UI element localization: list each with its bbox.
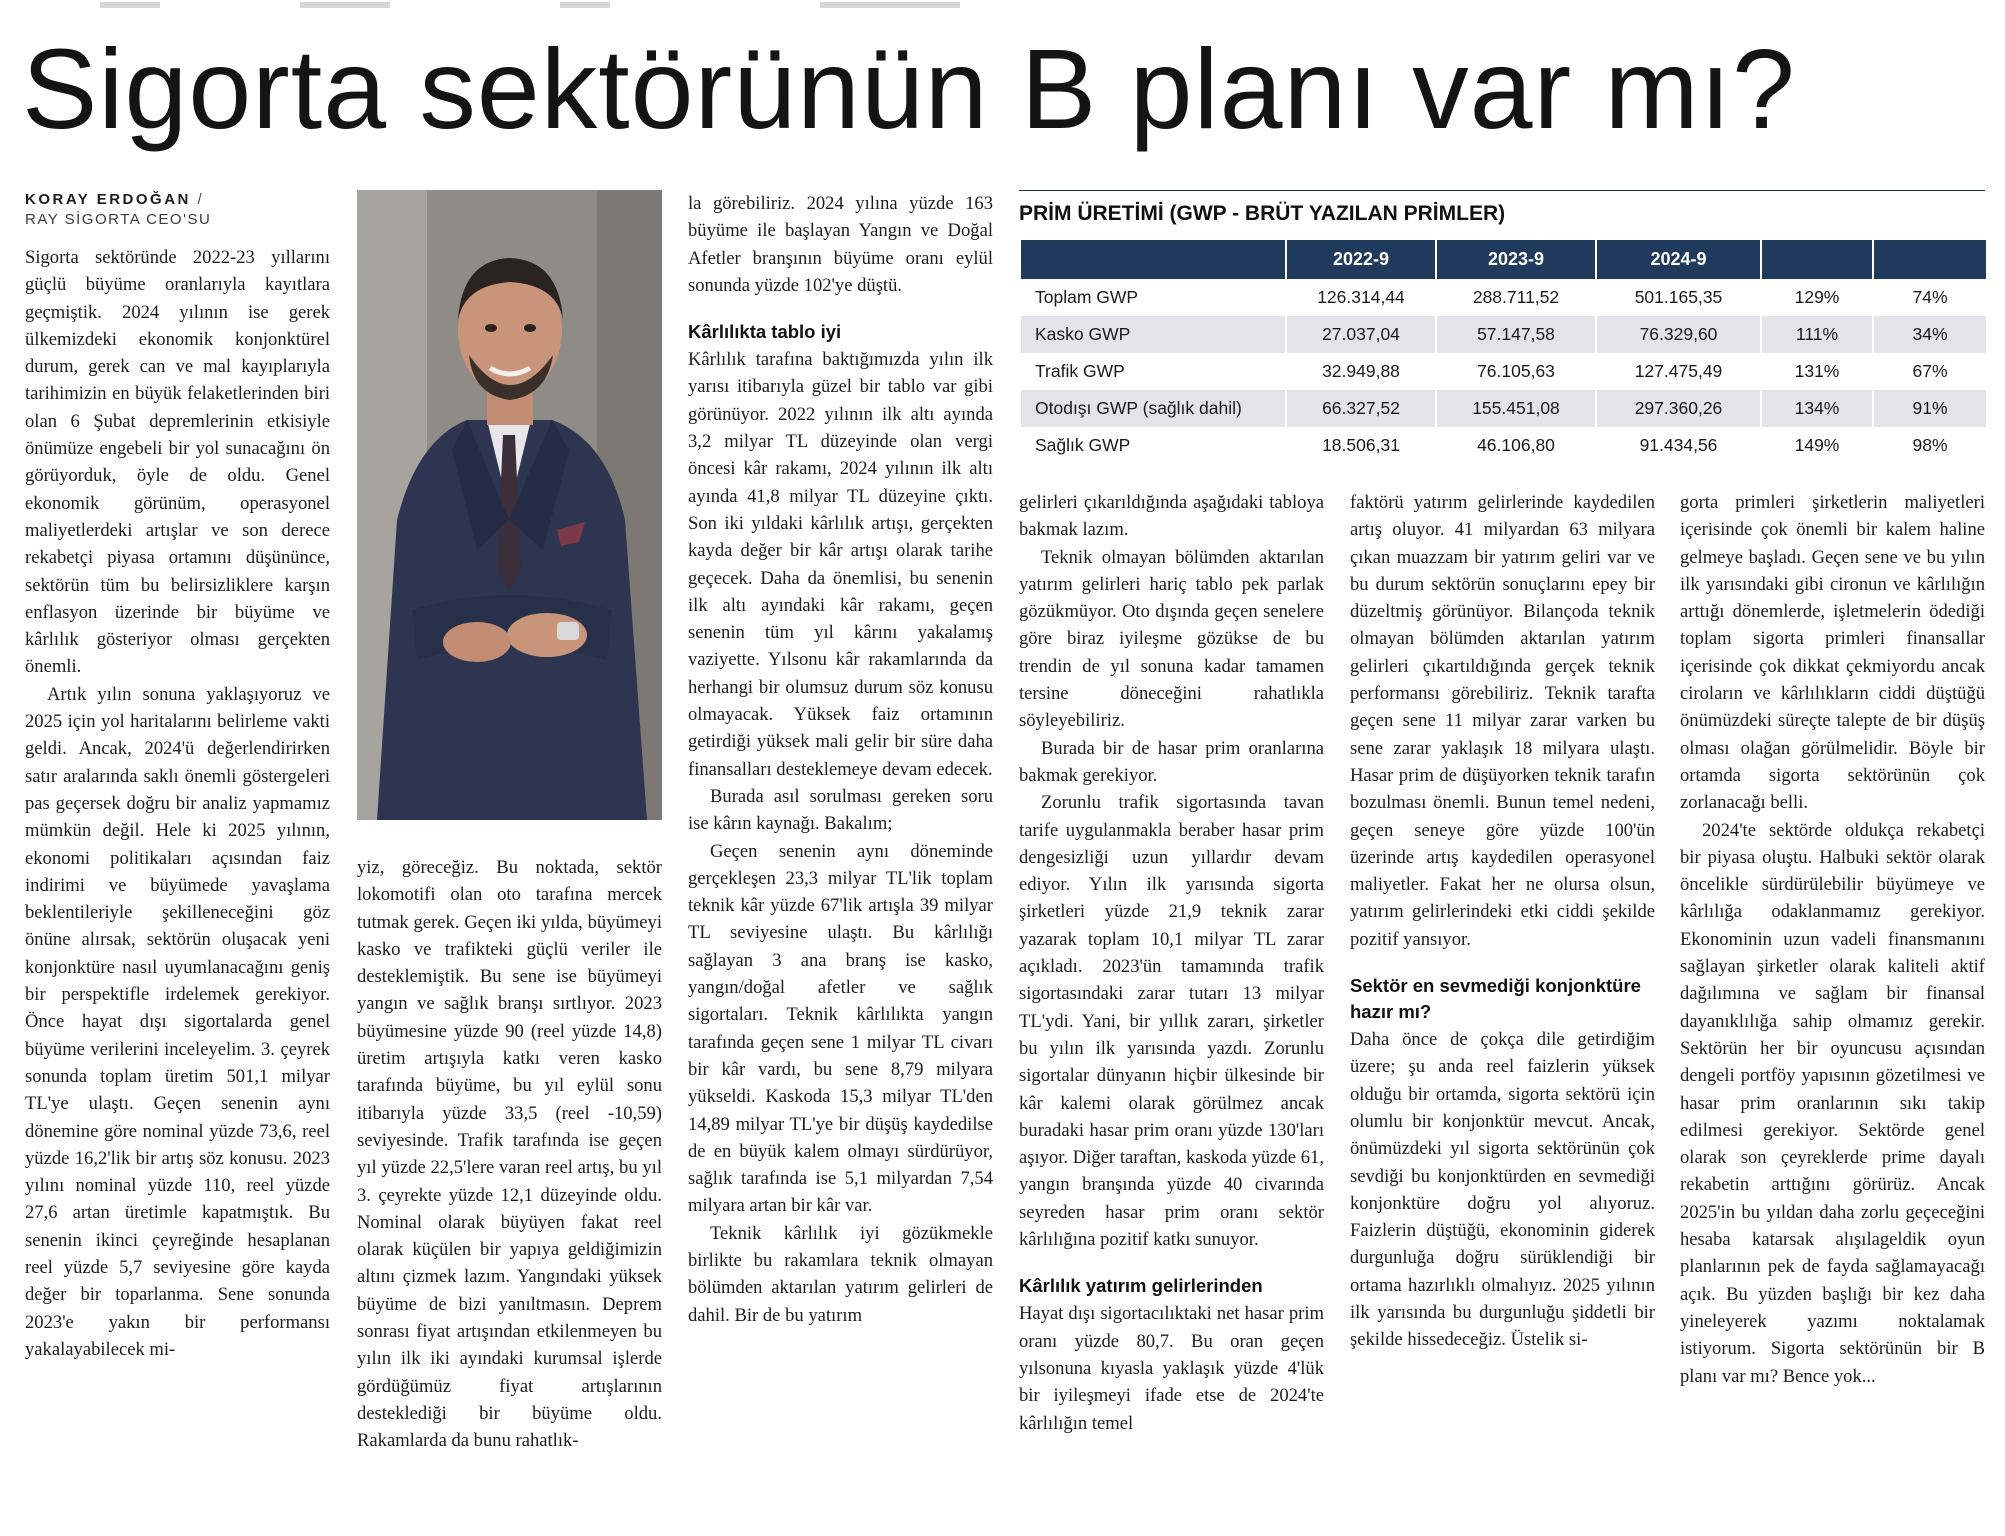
table-cell: Trafik GWP	[1020, 353, 1286, 390]
table-row	[1020, 427, 1986, 464]
table-cell: 501.165,35	[1596, 279, 1761, 316]
table-cell: 67%	[1873, 353, 1986, 390]
paragraph: Burada asıl sorulması gereken soru ise kârın kaynağı. Bakalım;	[688, 785, 993, 835]
table-header	[1873, 240, 1986, 279]
paragraph: gorta primleri şirketlerin maliyetleri içerisinde çok önemli bir kalem haline gelmeye başladı. Geçen sene ve bu yılın ilk yarısındaki gibi cironun ve kârlılığın arttığı dönemlerde, işletmelerin ödediği toplam sigorta primleri finansallar içerisinde çok dikkat çekmiyordu ancak ciroların ve kârlılıkların ciddi düştüğü önümüzdeki süreçte talepte de bir düşüş olması olağan görülmelidir. Böyle bir ortamda sigorta sektörünün çok zorlanacağı belli.	[1680, 492, 1985, 814]
table-cell: 297.360,26	[1596, 390, 1761, 427]
table-cell: Kasko GWP	[1020, 316, 1286, 353]
paragraph: Teknik olmayan bölümden aktarılan yatırım gelirleri hariç tablo pek parlak gözükmüyor. Oto dışında geçen senelere göre biraz iyileşme gözükse de bu trendin de yıl sonuna kadar tamamen tersine döneceğini rahatlıkla söyleyebiliriz.	[1019, 546, 1324, 732]
table-header-row	[1020, 240, 1986, 279]
paragraph: gelirleri çıkarıldığında aşağıdaki tabloya bakmak lazım.	[1019, 492, 1324, 541]
table-cell: 131%	[1761, 353, 1873, 390]
table-cell: 134%	[1761, 390, 1873, 427]
table-row	[1020, 353, 1986, 390]
paragraph: yiz, göreceğiz. Bu noktada, sektör lokomotifi olan oto tarafına mercek tutmak gerek. Geçen iki yılda, büyümeyi kasko ve trafikteki güçlü veriler ile desteklemiştik. Bu sene ise büyümeyi yangın ve sağlık branşı sırtlıyor. 2023 büyümesine yüzde 90 (reel yüzde 14,8) üretim artışıyla katkı veren kasko tarafında büyüme, bu yıl eylül sonu itibarıyla yüzde 33,5 (reel -10,59) seviyesinde. Trafik tarafında ise geçen yıl yüzde 22,5'lere varan reel artış, bu yıl 3. çeyrekte yüzde 12,1 düzeyinde oldu. Nominal olarak büyüyen fakat reel olarak küçülen bir yapıya geldiğimizin altını çizmek lazım. Yangındaki yüksek büyüme de bizi yanıltmasın. Deprem sonrası fiyat artışından etkilenmeyen bu yılın ilk iki ayındaki kurumsal işlerde gördüğümüz fiyat artışlarının desteklediği bir büyüme oldu. Rakamlarda da bunu rahatlık-	[357, 857, 662, 1452]
top-strip	[0, 0, 2005, 12]
paragraph: Daha önce de çokça dile getirdiğim üzere; şu anda reel faizlerin yüksek olduğu bir ortamda, sigorta sektörü için olumlu bir konjonktür mevcut. Ancak, önümüzdeki yıl sigorta sektörünün çok sevdiği bu konjonktürden en sevmediği konjonktüre doğru yol alıyoruz. Faizlerin düştüğü, ekonominin giderek durgunluğa doğru sürüklendiği bir ortama hazırlıklı olmalıyız. 2025 yılının ilk yarısında bu durgunluğu şiddetli bir şekilde hissedeceğiz. Üstelik si-	[1350, 1029, 1655, 1351]
paragraph: Geçen senenin aynı döneminde gerçekleşen 23,3 milyar TL'lik toplam teknik kâr yüzde 67'lik artışla 39 milyar TL seviyesine ulaştı. Bu kârlılığı sağlayan 3 ana branş ise kasko, yangın/doğal afetler ve sağlık sigortaları. Teknik kârlılıkta yangın tarafında geçen sene 1 milyar TL civarı bir kâr vardı, bu sene 8,79 milyara yükseldi. Kaskoda 15,3 milyar TL'den 14,89 milyar TL'ye bir düşüş kaydedilse de en büyük kalem olmayı sürdürüyor, sağlık tarafında ise 5,1 milyardan 7,54 milyara artan bir kâr var.	[688, 840, 993, 1217]
headline: Sigorta sektörünün B planı var mı?	[22, 26, 1796, 152]
table-row	[1020, 279, 1986, 316]
paragraph: 2024'te sektörde oldukça rekabetçi bir piyasa oluştu. Halbuki sektör olarak öncelikle sürdürülebilir büyümeye ve kârlılığa odaklanmamız gerekiyor. Ekonominin uzun vadeli finansmanını sağlayan şirketler olarak kaliteli aktif dağılımına ve sağlam bir finansal dayanıklılığa sahip olmamız gerekir. Sektörün her bir oyuncusu açısından dengeli portföy yapısının gözetilmesi ve hasar prim oranlarının sıkı takip edilmesi gerekiyor. Sektörde genel olarak son çeyreklerde prime dayalı rekabetin arttığını görürüz. Ancak 2025'in bu yıldan daha zorlu geçeceğini hesaba katarsak alışılageldik oyun planlarının pek de fayda sağlamayacağı açık. Bu yüzden başlığı bir kez daha yineleyerek yazımı noktalamak istiyorum. Sigorta sektörünün bir B planı var mı? Bence yok...	[1680, 819, 1985, 1387]
paragraph: Burada bir de hasar prim oranlarına bakmak gerekiyor.	[1019, 737, 1324, 786]
table-header: 2024-9	[1596, 240, 1761, 279]
paragraph: faktörü yatırım gelirlerinde kaydedilen artış oluyor. 41 milyardan 63 milyara çıkan muazzam bir yatırım geliri var ve bu durum sektörün sonuçlarını epey bir düzeltmiş görünüyor. Bilançoda teknik olmayan bölümden aktarılan yatırım gelirleri çıkartıldığında gerçek teknik performansı görebiliriz. Teknik tarafta geçen sene 11 milyar zarar varken bu sene zarar yaklaşık 18 milyara ulaştı. Hasar prim de düşüyorken teknik tarafın bozulması önemli. Bunun temel nedeni, geçen seneye göre yüzde 100'ün üzerinde artış kaydedilen operasyonel maliyetler. Fakat her ne olursa olsun, yatırım gelirlerindeki etki ciddi şekilde pozitif yansıyor.	[1350, 492, 1655, 950]
table-cell: Sağlık GWP	[1020, 427, 1286, 464]
table-cell: Toplam GWP	[1020, 279, 1286, 316]
table-cell: 34%	[1873, 316, 1986, 353]
column-5	[1350, 489, 1655, 1354]
table-cell: 127.475,49	[1596, 353, 1761, 390]
paragraph: Artık yılın sonuna yaklaşıyoruz ve 2025 için yol haritalarını belirleme vakti geldi. Ancak, 2024'ü değerlendirirken satır aralarında saklı önemli göstergeleri pas geçersek doğru bir analiz yapmamız mümkün değil. Hele ki 2025 yılının, ekonomi politikaları açısından faiz indirimi ve büyümede yavaşlama beklentileriyle şekilleneceğini göz önüne alırsak, sektörün oluşacak yeni konjonktüre nasıl uyumlanacağını geniş bir perspektifle irdelemek gerekiyor. Önce hayat dışı sigortalarda genel büyüme verilerini inceleyelim. 3. çeyrek sonunda toplam üretim 501,1 milyar TL'ye ulaştı. Geçen senenin aynı dönemine göre nominal yüzde 73,6, reel yüzde 16,2'lik bir artış söz konusu. 2023 yılını nominal yüzde 110, reel yüzde 27,6 artan üretimle kapatmıştık. Bu senenin ikinci çeyreğinde hesaplanan reel yüzde 5,7 seviyesine göre kayda değer bir toparlanma. Sene sonunda 2023'e yakın bir performansı yakalayabilecek mi-	[25, 683, 330, 1360]
column-1	[25, 190, 330, 1363]
subheading-karlilik: Kârlılıkta tablo iyi	[688, 321, 842, 343]
column-6	[1680, 489, 1985, 1390]
table-title: PRİM ÜRETİMİ (GWP - BRÜT YAZILAN PRİMLER)	[1019, 190, 1985, 240]
table-header	[1020, 240, 1286, 279]
table-cell: 155.451,08	[1436, 390, 1596, 427]
table-cell: 76.329,60	[1596, 316, 1761, 353]
table-cell: 111%	[1761, 316, 1873, 353]
paragraph: Zorunlu trafik sigortasında tavan tarife uygulanmakla beraber hasar prim dengesizliği uzun yıllardır devam ediyor. Yılın ilk yarısında sigorta şirketleri yüzde 21,9 teknik zarar yazarak toplam 10,1 milyar TL zarar açıkladı. 2023'ün tamamında trafik sigortasındaki zarar tutarı 13 milyar TL'ydi. Yani, bir yıllık zararı, şirketler bu yılın ilk yarısında yazdı. Zorunlu sigortalar dünyanın hiçbir ülkesinde bir kâr kalemi olarak görülmez ancak buradaki hasar prim oranı yüzde 130'ları aşıyor. Diğer taraftan, kaskoda yüzde 61, yangın branşında yüzde 40 civarında seyreden hasar prim oranı sektör kârlılığına pozitif katkı sunuyor.	[1019, 792, 1324, 1251]
author-portrait	[357, 190, 662, 820]
author-role: RAY SİGORTA CEO'SU	[25, 211, 212, 228]
table-cell: 46.106,80	[1436, 427, 1596, 464]
paragraph: la görebiliriz. 2024 yılına yüzde 163 büyüme ile başlayan Yangın ve Doğal Afetler branşının büyüme oranı eylül sonunda yüzde 102'ye düştü.	[688, 193, 993, 296]
table-cell: 288.711,52	[1436, 279, 1596, 316]
table-cell: Otodışı GWP (sağlık dahil)	[1020, 390, 1286, 427]
column-4	[1019, 489, 1324, 1437]
subheading-yatirim: Kârlılık yatırım gelirlerinden	[1019, 1275, 1263, 1297]
paragraph: Hayat dışı sigortacılıktaki net hasar prim oranı yüzde 80,7. Bu oran geçen yılsonuna kıyasla yaklaşık yüzde 4'lük bir iyileşmeyi ifade etse de 2024'te kârlılığın temel	[1019, 1303, 1324, 1434]
table-cell: 149%	[1761, 427, 1873, 464]
column-2	[357, 854, 662, 1455]
subheading-konjonktur: Sektör en sevmediği konjonktüre hazır mı?	[1350, 975, 1641, 1023]
table-header: 2022-9	[1286, 240, 1436, 279]
table-cell: 57.147,58	[1436, 316, 1596, 353]
author-name: KORAY ERDOĞAN	[25, 191, 191, 208]
author-separator: /	[197, 191, 205, 208]
gwp-table	[1019, 190, 1985, 464]
table-cell: 74%	[1873, 279, 1986, 316]
table-row	[1020, 390, 1986, 427]
table-header: 2023-9	[1436, 240, 1596, 279]
table-cell: 76.105,63	[1436, 353, 1596, 390]
paragraph: Kârlılık tarafına baktığımızda yılın ilk yarısı itibarıyla güzel bir tablo var gibi görünüyor. 2022 yılının ilk altı ayında 3,2 milyar TL düzeyinde olan vergi öncesi kâr rakamı, 2024 yılının ilk altı ayında 41,8 milyar TL düzeyine çıktı. Son iki yıldaki kârlılık artışı, gerçekten kayda değer bir kâr artışı olarak tarihe geçecek. Daha da önemlisi, bu senenin ilk altı ayındaki kâr rakamı, geçen senenin tüm yıl kârını yakalamış vaziyette. Yılsonu kâr rakamlarında da herhangi bir olumsuz durum söz konusu olmayacak. Yüksek faiz ortamının getirdiği yüksek mali gelir bir süre daha finansalları desteklemeye devam edecek.	[688, 349, 993, 780]
table-header	[1761, 240, 1873, 279]
gwp-data-table	[1019, 240, 1986, 464]
paragraph: Sigorta sektöründe 2022-23 yıllarını güçlü büyüme oranlarıyla kayıtlara geçmiştik. 2024 yılının ise gerek ülkemizdeki ekonomik konjonktürel durum, gerek can ve mal kayıplarıyla tarihimizin en büyük felaketlerinden biri olan 6 Şubat depremlerinin etkisiyle önümüze engebeli bir yol sunacağını ön görüyorduk, öyle de oldu. Genel ekonomik görünüm, operasyonel maliyetlerdeki artışlar ve son derece rekabetçi piyasa ortamını düşününce, sektörün tüm bu belirsizliklere karşın enflasyon üzerinde bir büyüme ve kârlılık gösteriyor olması gerçekten önemli.	[25, 247, 330, 678]
table-row	[1020, 316, 1986, 353]
table-cell: 32.949,88	[1286, 353, 1436, 390]
paragraph: Teknik kârlılık iyi gözükmekle birlikte bu rakamlara teknik olmayan bölümden aktarılan yatırım gelirleri de dahil. Bir de bu yatırım	[688, 1222, 993, 1326]
table-cell: 66.327,52	[1286, 390, 1436, 427]
table-cell: 129%	[1761, 279, 1873, 316]
table-cell: 18.506,31	[1286, 427, 1436, 464]
column-3	[688, 190, 993, 1329]
table-cell: 91%	[1873, 390, 1986, 427]
author-photo	[357, 190, 662, 820]
author-line	[25, 190, 330, 210]
table-cell: 91.434,56	[1596, 427, 1761, 464]
table-cell: 27.037,04	[1286, 316, 1436, 353]
table-cell: 98%	[1873, 427, 1986, 464]
table-cell: 126.314,44	[1286, 279, 1436, 316]
